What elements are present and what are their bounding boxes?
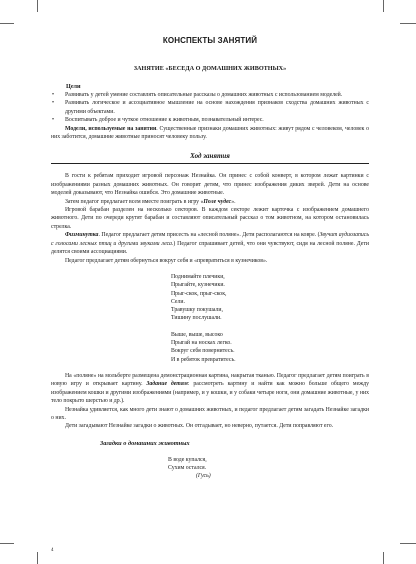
riddle-line: В воде купался, [168, 456, 207, 463]
riddles-heading: Загадки о домашних животных [100, 439, 190, 447]
crop-mark [0, 543, 14, 544]
models-label: Модели, используемые на занятии [65, 125, 157, 132]
goal-item: • Развивать у детей умение составлять описательные рассказы о домашних животных с использованием моделей. [52, 92, 343, 98]
riddle-line: Сухим остался. [168, 465, 207, 472]
paragraph: В гости к ребятам приходит игровой персонаж Незнайка. Он принес с собой конверт, в котором лежат картинки с изображениями разных домашних животных. Он говорит детям, что принес изображения диких зверей. Дети на основе моделей доказывают, что Незнайка ошибся. Это домашние животные. [51, 173, 369, 197]
riddle [168, 456, 369, 473]
paragraph: Затем педагог предлагает всем вместе поиграть в игру «Поле чудес». [65, 198, 236, 205]
progress-heading: Ход занятия [190, 152, 230, 161]
lesson-title: ЗАНЯТИЕ «БЕСЕДА О ДОМАШНИХ ЖИВОТНЫХ» [133, 65, 287, 72]
poem-line: И в ребяток превратитесь. [171, 356, 236, 363]
crop-mark [383, 0, 384, 12]
poem-line: Вокруг себя повернитесь. [171, 348, 235, 355]
poem-stanza [171, 331, 369, 364]
bullet-icon: • [52, 92, 55, 98]
paragraph: Физминутка. Педагог предлагает детям присесть на «лесной поляне». Дети располагаются на ковре. (Звучит аудиозапись с голосами лесных птиц и другими звуками леса.) Педагог спрашивает детей, что они чувствуют, сидя на лесной поляне. Дети делятся своими ассоциациями. [51, 232, 370, 256]
crop-mark [37, 552, 38, 564]
crop-mark [37, 0, 38, 12]
paragraph: Дети загадывают Незнайке загадки о животных. Он отгадывает, но неверно, путается. Дети поправляют его. [65, 423, 334, 430]
page-content [51, 36, 369, 481]
paragraph: Педагог предлагает детям обернуться вокруг себя и «превратиться в кузнечиков». [65, 257, 268, 264]
bullet-icon: • [52, 100, 55, 107]
paragraph: На «поляне» на мольберте размещена демонстрационная картина, накрытая тканью. Педагог предлагает детям поиграть в новую игру и открывает картину. Задание детям: рассмотреть картину и найти как можно больше общего между изображением кошки и другими изображениями (например, и у кошки, и у собаки четыре ноги, они домашние животные, у них тело покрыто шерстью и др.). [51, 372, 369, 405]
crop-mark [400, 543, 416, 544]
poem-line: Поднимайте плечики, [171, 273, 225, 280]
paragraph: Незнайка удивляется, как много дети знают о домашних животных, и педагог предлагает детям загадать Незнайке загадки о них. [51, 406, 369, 421]
crop-mark [400, 23, 416, 24]
page-number: 4 [51, 548, 54, 553]
goal-item: • Воспитывать доброе и чуткое отношение к животным, познавательный интерес. [52, 117, 264, 124]
divider [51, 163, 369, 164]
poem-stanza [171, 273, 369, 323]
poem-line: Выше, выше, высоко [171, 331, 223, 338]
poem-line: Сели. [171, 298, 185, 305]
poem-line: Тишину послушали. [171, 315, 222, 322]
crop-mark [383, 552, 384, 564]
models-paragraph: Модели, используемые на занятии. Существенные признаки домашних животных: живут рядом с человеком, человек о них заботится, домашние животные приносят человеку пользу. [51, 125, 369, 141]
poem-line: Прыгайте, кузнечики. [171, 282, 225, 289]
bullet-icon: • [52, 117, 55, 124]
poem-line: Прыгай на носках легко. [171, 339, 232, 346]
poem-line: Прыг-скок, прыг-скок, [171, 290, 227, 297]
goals-heading: Цели [66, 83, 81, 90]
crop-mark [0, 23, 14, 24]
paragraph: Игровой барабан разделен на несколько секторов. В каждом секторе лежит карточка с изображением домашнего животного. Дети по очереди крутят барабан и составляют описательный рассказ о том животном, на котором остановилась стрелка. [51, 207, 369, 230]
page-heading: КОНСПЕКТЫ ЗАНЯТИЙ [162, 36, 258, 45]
goal-item: • Развивать логическое и ассоциативное мышление на основе нахождения признаков сходства домашних животных с другими объектами. [52, 100, 369, 115]
poem-line: Травушку покушали, [171, 307, 223, 314]
riddle-answer: (Гусь) [196, 473, 211, 480]
